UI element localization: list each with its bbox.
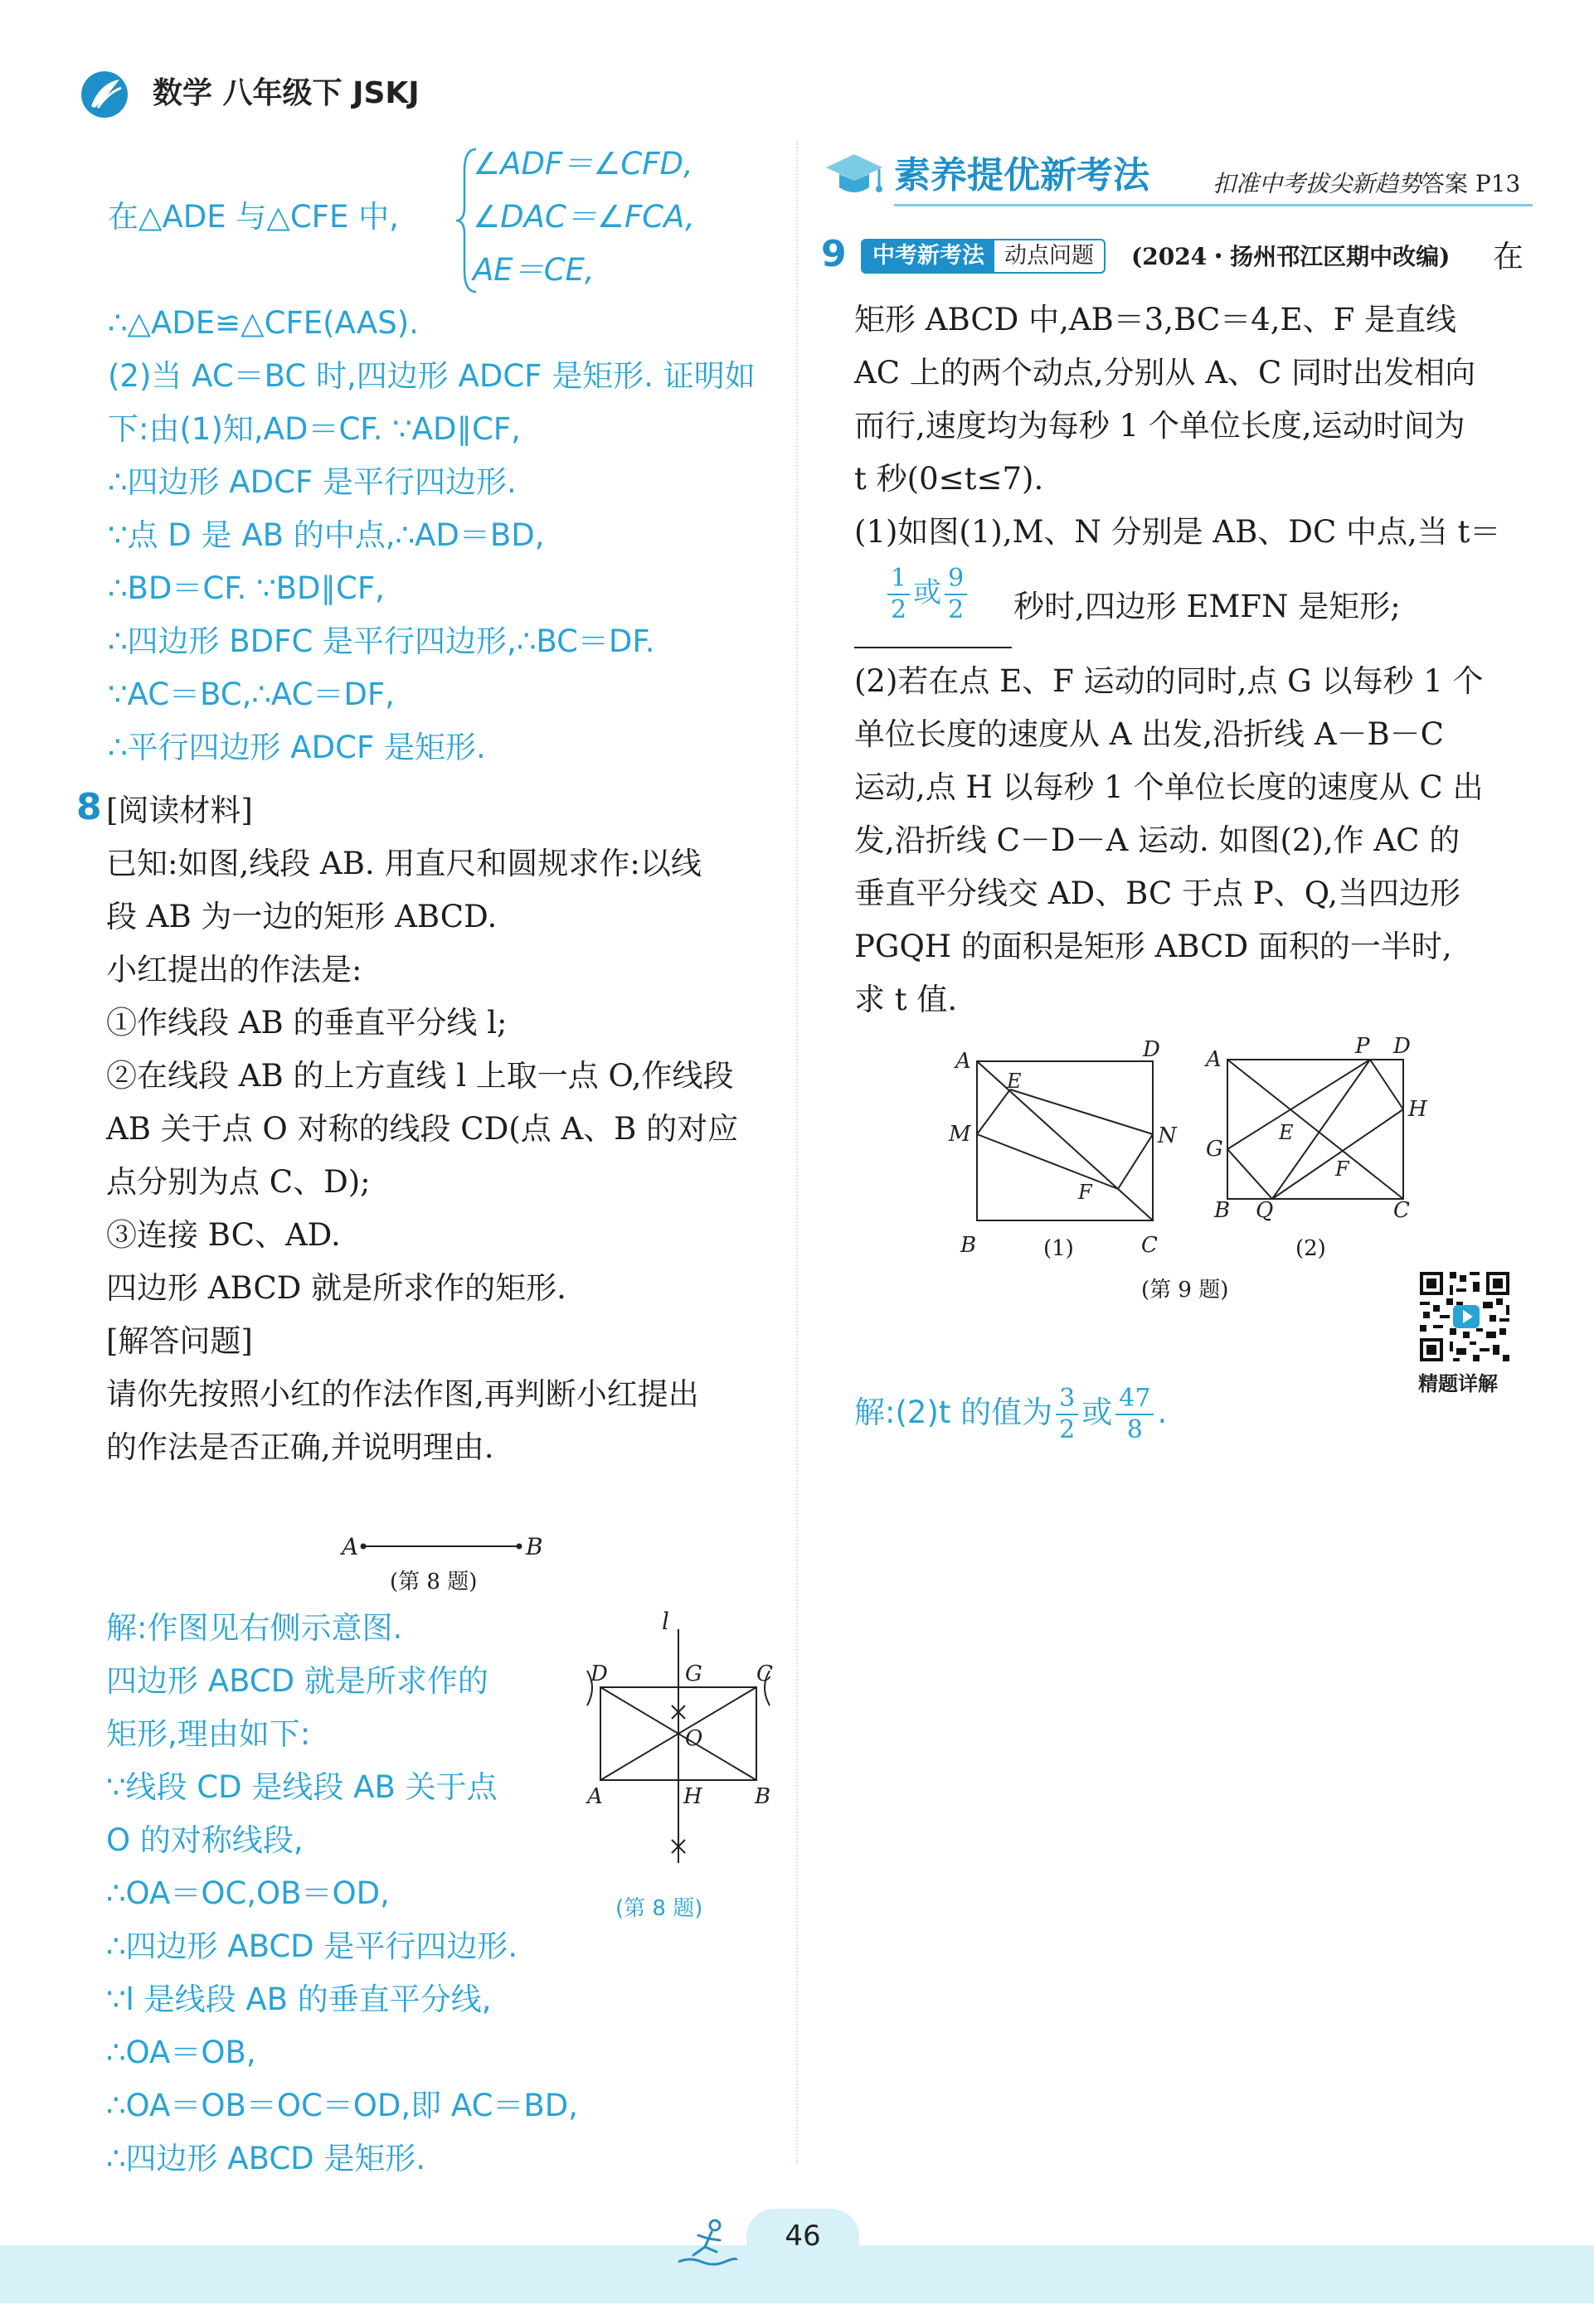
- q7-line-4: ∴△ADE≌△CFE(AAS).: [108, 305, 419, 341]
- q9-answer-or: 或: [1081, 1395, 1113, 1430]
- q8-line-0: 已知:如图,线段 AB. 用直尺和圆规求作:以线: [106, 846, 702, 881]
- q9-part2-4: 垂直平分线交 AD、BC 于点 P、Q,当四边形: [854, 876, 1461, 911]
- qr-label: 精题详解: [1418, 1372, 1498, 1395]
- q9-part2-0: (2)若在点 E、F 运动的同时,点 G 以每秒 1 个: [854, 663, 1484, 699]
- q8-line-7: ③连接 BC、AD.: [106, 1217, 341, 1253]
- q9-source: (2024・扬州邗江区期中改编): [1131, 243, 1451, 270]
- q7-line-10: ∴四边形 BDFC 是平行四边形,∴BC＝DF.: [108, 623, 655, 659]
- q9-part2-3: 发,沿折线 C－D－A 运动. 如图(2),作 AC 的: [854, 822, 1460, 858]
- q9-fig2-caption: (2): [1295, 1236, 1326, 1261]
- q7-line-8: ∵点 D 是 AB 的中点,∴AD＝BD,: [108, 517, 545, 553]
- q9-tag-a: 中考新考法: [863, 240, 994, 272]
- q9-tag-b: 动点问题: [1004, 243, 1094, 269]
- q9-line-1: AC 上的两个动点,分别从 A、C 同时出发相向: [854, 355, 1476, 391]
- q8-line-1: 段 AB 为一边的矩形 ABCD.: [106, 899, 498, 934]
- q9-answer-end: .: [1157, 1395, 1168, 1430]
- q9-part1-tail: 秒时,四边形 EMFN 是矩形;: [1013, 589, 1401, 624]
- section-hat-icon: [821, 148, 887, 204]
- q8-answer-8: ∴OA＝OB,: [106, 2035, 256, 2070]
- q8-answer-4: O 的对称线段,: [106, 1822, 304, 1858]
- q9-f1-f: F: [1078, 1181, 1092, 1204]
- q8-fig-label-a: A: [587, 1784, 603, 1809]
- q9-answer-d1: 2: [1059, 1414, 1076, 1444]
- q8-fig-label-o: O: [685, 1726, 703, 1751]
- q9-f2-c: C: [1393, 1198, 1410, 1223]
- q9-f2-g: G: [1206, 1137, 1223, 1162]
- q8-answer-9: ∴OA＝OB＝OC＝OD,即 AC＝BD,: [106, 2088, 579, 2123]
- q8-section-reading: [阅读材料]: [106, 793, 253, 828]
- q7-line-1: ∠ADF＝∠CFD,: [473, 146, 693, 182]
- q8-question-1: 的作法是否正确,并说明理由.: [106, 1429, 494, 1465]
- footer-runner-icon: [673, 2215, 740, 2272]
- q9-f1-c: C: [1141, 1233, 1158, 1258]
- q8-fig-label-d: D: [590, 1662, 608, 1686]
- q9-f2-f: F: [1335, 1157, 1349, 1181]
- q9-f1-b: B: [960, 1233, 977, 1258]
- q9-p1-d2: 2: [948, 595, 965, 624]
- q8-fig-label-b: B: [755, 1784, 771, 1809]
- q9-f2-p: P: [1355, 1034, 1370, 1059]
- q8-answer-6: ∴四边形 ABCD 是平行四边形.: [106, 1929, 518, 1964]
- column-divider: [796, 141, 799, 2164]
- q9-f1-a: A: [955, 1049, 971, 1074]
- q8-construction-figure: [572, 1604, 788, 1878]
- header-logo-icon: [80, 70, 129, 119]
- qr-code-icon[interactable]: [1417, 1269, 1513, 1365]
- section-answer-ref: 答案 P13: [1421, 170, 1521, 197]
- q9-answer-prefix: 解:(2)t 的值为: [854, 1395, 1053, 1430]
- q8-fig-label-g: G: [685, 1662, 702, 1686]
- q8-label-b: B: [526, 1533, 543, 1560]
- q9-f2-b: B: [1214, 1198, 1231, 1223]
- q9-p1-d1: 2: [891, 595, 907, 624]
- q9-f2-d: D: [1393, 1034, 1411, 1059]
- q9-f1-m: M: [949, 1122, 971, 1147]
- q9-figure-2: [1201, 1033, 1441, 1224]
- q9-answer-n2: 47: [1115, 1386, 1154, 1415]
- q8-line-6: 点分别为点 C、D);: [106, 1164, 371, 1200]
- q8-fig-label-h: H: [683, 1784, 702, 1809]
- q8-section-answer: [解答问题]: [106, 1323, 253, 1359]
- q9-answer-d2: 8: [1126, 1414, 1143, 1444]
- q8-fig2-caption: (第 8 题): [615, 1896, 703, 1921]
- q9-tag: [861, 239, 1106, 274]
- q9-part2-6: 求 t 值.: [854, 982, 958, 1017]
- q9-f2-a: A: [1206, 1047, 1222, 1072]
- section-title: 素养提优新考法: [894, 154, 1149, 196]
- q9-line-3: t 秒(0≤t≤7).: [854, 461, 1044, 497]
- q8-segment-figure: [332, 1526, 556, 1567]
- q8-number: 8: [76, 786, 102, 828]
- q7-line-6: 下:由(1)知,AD＝CF. ∵AD∥CF,: [108, 411, 521, 447]
- q9-p1-n1: 1: [887, 566, 910, 595]
- q8-answer-2: 矩形,理由如下:: [106, 1716, 311, 1752]
- q8-line-8: 四边形 ABCD 就是所求作的矩形.: [106, 1270, 566, 1306]
- q8-answer-0: 解:作图见右侧示意图.: [106, 1610, 403, 1646]
- q7-line-9: ∴BD＝CF. ∵BD∥CF,: [108, 570, 385, 606]
- q9-f2-e: E: [1279, 1121, 1294, 1144]
- q9-part2-2: 运动,点 H 以每秒 1 个单位长度的速度从 C 出: [854, 769, 1484, 805]
- section-underline: [894, 204, 1533, 206]
- q8-line-2: 小红提出的作法是:: [106, 952, 362, 987]
- q8-answer-3: ∵线段 CD 是线段 AB 关于点: [106, 1769, 498, 1805]
- q8-label-a: A: [342, 1533, 359, 1560]
- q9-figure-1: [945, 1040, 1178, 1264]
- q9-part2-1: 单位长度的速度从 A 出发,沿折线 A－B－C: [854, 716, 1444, 752]
- q9-line-0: 矩形 ABCD 中,AB＝3,BC＝4,E、F 是直线: [854, 302, 1456, 337]
- q8-line-5: AB 关于点 O 对称的线段 CD(点 A、B 的对应: [106, 1111, 739, 1147]
- q9-f1-d: D: [1143, 1040, 1160, 1062]
- q7-line-intro: 在△ADE 与△CFE 中,: [108, 199, 399, 235]
- q9-fig-caption: (第 9 题): [1141, 1278, 1229, 1303]
- q7-line-12: ∴平行四边形 ADCF 是矩形.: [108, 730, 486, 765]
- q8-answer-10: ∴四边形 ABCD 是矩形.: [106, 2141, 426, 2176]
- q9-source-tail: 在: [1493, 239, 1524, 274]
- q9-f1-n: N: [1158, 1123, 1177, 1148]
- q7-line-11: ∵AC＝BC,∴AC＝DF,: [108, 677, 395, 712]
- header-title: 数学 八年级下 JSKJ: [153, 76, 420, 110]
- q9-f2-q: Q: [1256, 1198, 1274, 1223]
- q9-p1-n2: 9: [945, 566, 967, 595]
- q9-line-2: 而行,速度均为每秒 1 个单位长度,运动时间为: [854, 408, 1465, 444]
- page-number: 46: [785, 2220, 821, 2253]
- q8-answer-5: ∴OA＝OC,OB＝OD,: [106, 1875, 390, 1911]
- q8-line-4: ②在线段 AB 的上方直线 l 上取一点 O,作线段: [106, 1058, 734, 1094]
- q9-answer: [854, 1380, 1167, 1446]
- q8-fig-label-c: C: [756, 1662, 773, 1686]
- q8-line-3: ①作线段 AB 的垂直平分线 l;: [106, 1005, 508, 1041]
- q7-line-5: (2)当 AC＝BC 时,四边形 ADCF 是矩形. 证明如: [108, 358, 756, 394]
- q9-f2-h: H: [1408, 1097, 1427, 1122]
- q9-answer-n1: 3: [1056, 1386, 1078, 1415]
- q9-p1-or: 或: [913, 576, 942, 609]
- q7-line-2: ∠DAC＝∠FCA,: [473, 199, 695, 235]
- q7-line-3: AE＝CE,: [473, 252, 595, 288]
- q9-part1: (1)如图(1),M、N 分别是 AB、DC 中点,当 t＝: [854, 514, 1501, 550]
- q8-fig-label-l: l: [662, 1608, 669, 1635]
- q8-answer-7: ∵l 是线段 AB 的垂直平分线,: [106, 1982, 492, 2017]
- q8-answer-1: 四边形 ABCD 就是所求作的: [106, 1663, 488, 1699]
- q9-p1-blank-line: [854, 647, 1012, 648]
- q9-p1-answer: [884, 564, 970, 623]
- section-subtitle: 扣准中考拔尖新趋势: [1213, 170, 1422, 197]
- q9-part2-5: PGQH 的面积是矩形 ABCD 面积的一半时,: [854, 929, 1452, 964]
- q7-line-7: ∴四边形 ADCF 是平行四边形.: [108, 464, 517, 500]
- q9-number: 9: [821, 233, 847, 275]
- q8-fig-caption: (第 8 题): [390, 1570, 478, 1594]
- q9-f1-e: E: [1007, 1070, 1022, 1093]
- q9-fig1-caption: (1): [1043, 1236, 1074, 1261]
- q8-question-0: 请你先按照小红的作法作图,再判断小红提出: [106, 1376, 699, 1412]
